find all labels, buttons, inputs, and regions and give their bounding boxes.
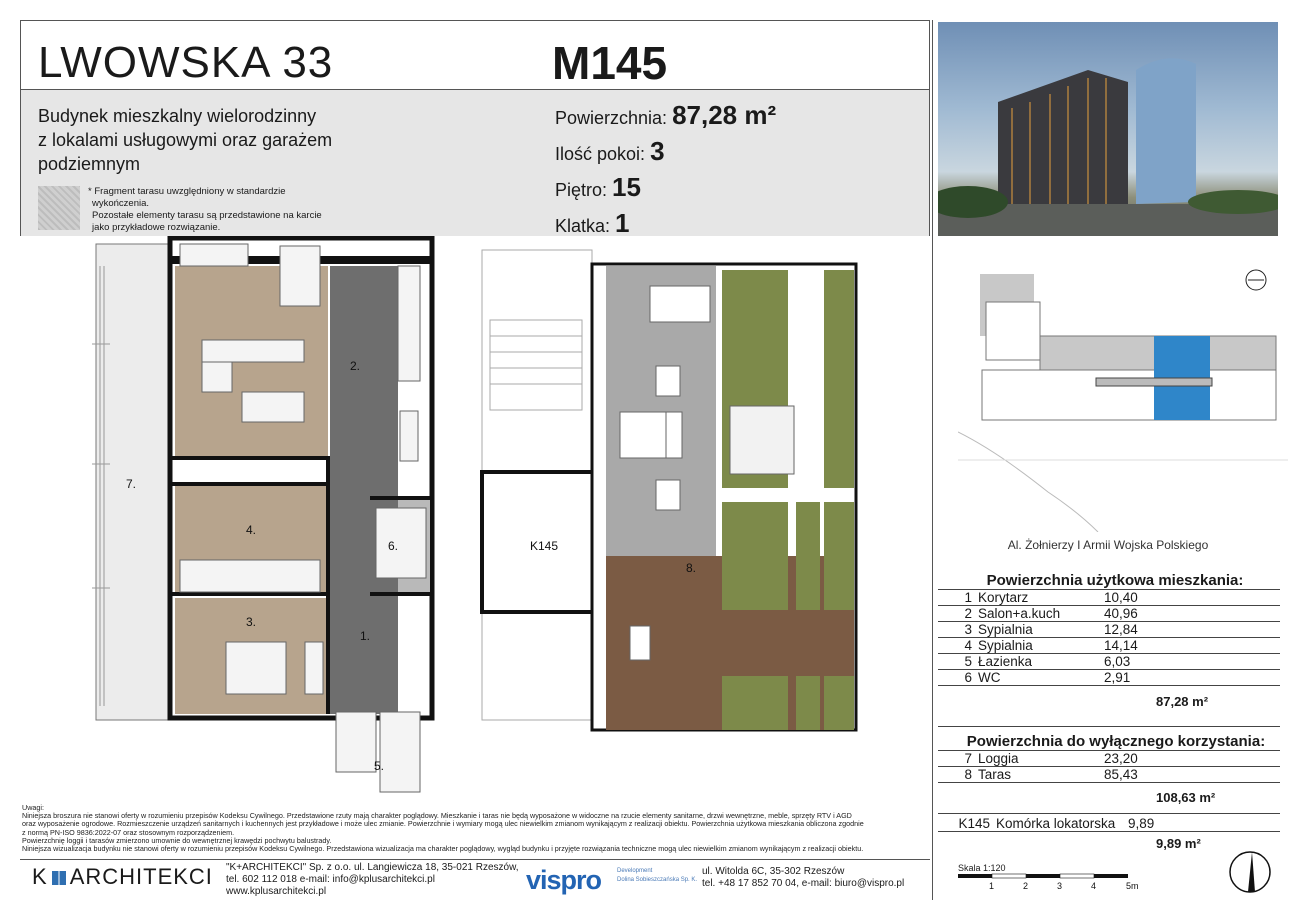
area-row xyxy=(938,654,1280,669)
row-value: 12,84 xyxy=(1104,622,1138,637)
row-label: Loggia xyxy=(978,751,1019,766)
corridor-floor xyxy=(330,266,398,714)
row-number: 2 xyxy=(964,606,972,621)
row-value: 40,96 xyxy=(1104,606,1138,621)
terrace-tile-swatch xyxy=(38,186,80,230)
note-line: Powierzchnię loggii i tarasów zmierzono umownie do wewnętrznej krawędzi pochwytu balustrady. xyxy=(22,835,332,845)
architect-contact xyxy=(226,862,519,898)
building-visualization xyxy=(938,22,1278,236)
storage-code: K145 xyxy=(958,816,990,831)
stair-label: Klatka: xyxy=(555,216,611,236)
stair-value: 1 xyxy=(615,208,630,238)
building-description xyxy=(38,104,458,176)
note-line: z normą PN-ISO 9836:2022-07 oraz stosownym rozporządzeniem. xyxy=(22,827,235,837)
column-divider xyxy=(932,20,933,900)
row-value: 10,40 xyxy=(1104,590,1138,605)
note-line: * Fragment tarasu uwzględniony w standardzie xyxy=(88,186,286,197)
row-number: 1 xyxy=(964,590,972,605)
floor-value: 15 xyxy=(612,172,641,202)
row-label: Korytarz xyxy=(978,590,1029,605)
row-value: 6,03 xyxy=(1104,654,1131,669)
scale-tick: 4 xyxy=(1091,881,1097,891)
area-row xyxy=(938,751,1280,766)
rooms-info xyxy=(555,136,665,167)
description-line: podziemnym xyxy=(38,154,141,174)
architect-logo xyxy=(32,864,213,890)
area-row xyxy=(938,622,1280,637)
row-value: 14,14 xyxy=(1104,638,1138,653)
note-line: Uwagi: xyxy=(22,803,44,812)
divider xyxy=(938,813,1280,814)
stair-info xyxy=(555,208,630,239)
row-label: Łazienka xyxy=(978,654,1033,669)
storage-row xyxy=(938,816,1280,831)
site-corridor xyxy=(1096,378,1212,386)
note-line: jako przykładowe rozwiązanie. xyxy=(92,222,221,233)
row-label: Sypialnia xyxy=(978,622,1033,637)
building-photo xyxy=(938,22,1278,236)
area-row xyxy=(938,767,1280,782)
scale-tick: 3 xyxy=(1057,881,1063,891)
contact-line: ul. Witolda 6C, 35-302 Rzeszów xyxy=(702,866,845,877)
developer-logo: vispro xyxy=(526,865,602,895)
exclusive-area-title: Powierzchnia do wyłącznego korzystania: xyxy=(966,733,1266,750)
row-number: 5 xyxy=(964,654,972,669)
row-value: 85,43 xyxy=(1104,767,1138,782)
loggia-area xyxy=(96,244,178,720)
developer-contact xyxy=(702,866,904,890)
area-row xyxy=(938,590,1280,605)
area-row xyxy=(938,606,1280,621)
area-label: Powierzchnia: xyxy=(555,108,668,128)
floor-label: Piętro: xyxy=(555,180,608,200)
note-line: Pozostałe elementy tarasu są przedstawione na karcie xyxy=(92,210,322,221)
footer-divider xyxy=(20,859,930,860)
room-label: 6. xyxy=(388,539,399,553)
scale-tick: 2 xyxy=(1023,881,1029,891)
logo-letter: K xyxy=(32,864,48,889)
note-line: Niniejsza broszura nie stanowi oferty w rozumieniu przepisów Kodeksu Cywilnego. Przedstawione rzuty mają charakter poglądowy. Mieszkanie i taras nie będą wyposażone w widoczne na rzucie elementy sanitarne, drzwi wewnętrzne, meble, sprzęty RTV i AGD xyxy=(22,811,852,821)
room-label: 1. xyxy=(360,629,371,643)
row-value: 2,91 xyxy=(1104,670,1131,685)
area-row xyxy=(938,638,1280,653)
exclusive-area-total: 108,63 m² xyxy=(1156,790,1216,805)
legal-notes xyxy=(22,804,927,853)
row-label: Taras xyxy=(978,767,1012,782)
description-line: z lokalami usługowymi oraz garażem xyxy=(38,130,333,150)
note-line: oraz wyposażenie ogrodowe. Rozmieszczenie urządzeń sanitarnych i kuchennych jest przykładowe i może ulec zmianie. Powierzchnie i wymiary mogą ulec niewielkim zmianom wynikającym z realizacji obiektu. Powierzchnia użytkowa mieszkania obliczona zgodnie xyxy=(22,819,864,829)
row-number: 6 xyxy=(964,670,972,685)
subtitle-line: Development xyxy=(617,868,653,874)
storage-total: 9,89 m² xyxy=(1156,836,1201,851)
row-number: 3 xyxy=(964,622,972,637)
room-label: 3. xyxy=(246,615,257,629)
area-tables xyxy=(938,572,1280,854)
project-title: LWOWSKA 33 xyxy=(38,38,334,87)
room-label: 2. xyxy=(350,359,361,373)
plus-icon xyxy=(52,871,66,885)
contact-line: tel. +48 17 852 70 04, e-mail: biuro@vispro.pl xyxy=(702,878,905,889)
room-label: 8. xyxy=(686,561,697,575)
row-number: 4 xyxy=(964,638,972,653)
scale-tick: 1 xyxy=(989,881,995,891)
area-info xyxy=(555,100,776,131)
rooms-label: Ilość pokoi: xyxy=(555,144,646,164)
terrace-jacuzzi xyxy=(730,406,794,474)
usable-area-title: Powierzchnia użytkowa mieszkania: xyxy=(986,572,1244,589)
floor-info xyxy=(555,172,641,203)
row-value: 23,20 xyxy=(1104,751,1138,766)
storage-label: Komórka lokatorska xyxy=(996,816,1116,831)
note-line: Niniejsza wizualizacja budynku nie stanowi oferty w rozumieniu przepisów Kodeksu Cywilnego. Przedstawiona wizualizacja ma charakter poglądowy, wygląd budynku i przyjęte rozwiązania techniczne mogą ulec niewielkim zmianom wynikającym z realizacji obiektu. xyxy=(22,844,864,854)
rooms-value: 3 xyxy=(650,136,665,166)
developer-subtitle xyxy=(617,867,697,885)
usable-area-total: 87,28 m² xyxy=(1156,694,1209,709)
row-number: 7 xyxy=(964,751,972,766)
compass-icon xyxy=(1226,848,1274,896)
site-building-wing xyxy=(986,302,1040,360)
room-label: K145 xyxy=(530,539,559,553)
subtitle-line: Dolina Sobieszczańska Sp. K. xyxy=(617,877,698,883)
logo-text: ARCHITEKCI xyxy=(69,864,213,889)
unit-code: M145 xyxy=(552,37,668,89)
room-label: 7. xyxy=(126,477,137,491)
divider xyxy=(938,726,1280,727)
scale-label: Skala 1:120 xyxy=(958,863,1006,873)
room-label: 5. xyxy=(374,759,385,773)
row-label: WC xyxy=(978,670,1001,685)
area-row xyxy=(938,670,1280,685)
contact-line: www.kplusarchitekci.pl xyxy=(226,886,327,897)
scale-tick: 5m xyxy=(1126,881,1139,891)
area-value: 87,28 m² xyxy=(672,100,777,130)
terrace-note xyxy=(88,186,348,234)
row-label: Salon+a.kuch xyxy=(978,606,1061,621)
site-plan xyxy=(958,262,1288,532)
row-label: Sypialnia xyxy=(978,638,1033,653)
contact-line: "K+ARCHITEKCI" Sp. z o.o. ul. Langiewicza 18, 35-021 Rzeszów, xyxy=(226,862,519,873)
note-line: wykończenia. xyxy=(92,198,150,209)
scale-bar xyxy=(958,872,1158,894)
site-road xyxy=(958,432,1098,532)
storage-value: 9,89 xyxy=(1128,816,1155,831)
floor-plan xyxy=(20,236,932,800)
street-name: Al. Żołnierzy I Armii Wojska Polskiego xyxy=(1007,538,1209,552)
room-label: 4. xyxy=(246,523,257,537)
description-line: Budynek mieszkalny wielorodzinny xyxy=(38,106,317,126)
row-number: 8 xyxy=(964,767,972,782)
contact-line: tel. 602 112 018 e-mail: info@kplusarchitekci.pl xyxy=(226,874,435,885)
